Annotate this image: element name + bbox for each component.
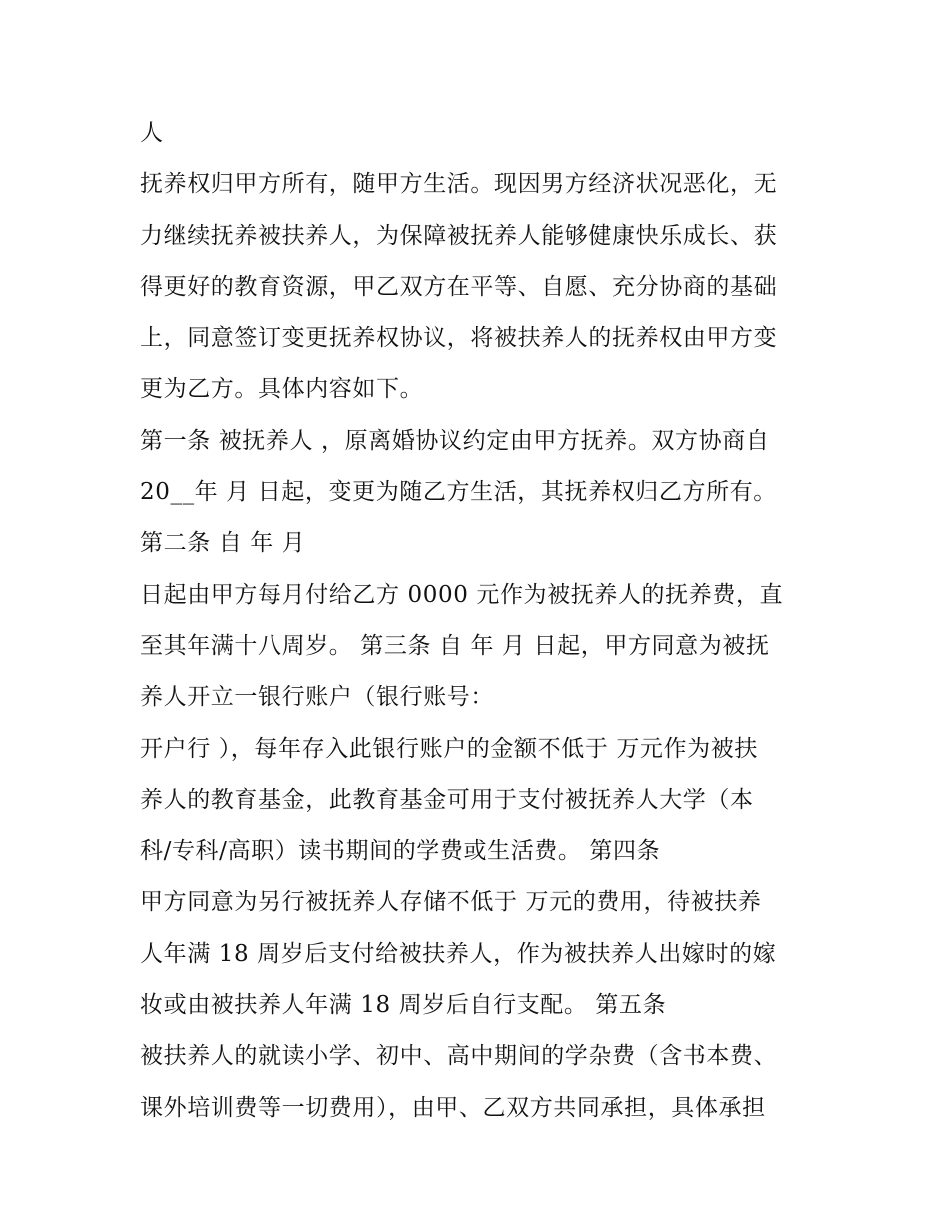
text-line: 力继续抚养被扶养人，为保障被抚养人能够健康快乐成长、获 [140, 222, 778, 249]
text-line: 20__年 月 日起，变更为随乙方生活，其抚养权归乙方所有。 [140, 479, 777, 506]
article-2-line: 第二条 自 年 月 [140, 530, 306, 557]
text-line: 人 [140, 120, 164, 146]
document-body [140, 108, 830, 1134]
article-5-line: 妆或由被扶养人年满 18 周岁后自行支配。 第五条 [140, 992, 667, 1019]
article-1-line: 第一条 被抚养人 ，原离婚协议约定由甲方抚养。双方协商自 [140, 427, 770, 454]
article-3-line: 至其年满十八周岁。 第三条 自 年 月 日起，甲方同意为被抚 [140, 632, 770, 659]
text-line: 日起由甲方每月付给乙方 0000 元作为被抚养人的抚养费，直 [140, 581, 784, 608]
text-line: 养人开立一银行账户（银行账号： [140, 684, 494, 711]
text-line: 开户行 ），每年存入此银行账户的金额不低于 万元作为被扶 [140, 735, 758, 762]
text-line: 更为乙方。具体内容如下。 [140, 376, 424, 403]
text-line: 人年满 18 周岁后支付给被扶养人，作为被扶养人出嫁时的嫁 [140, 940, 777, 967]
text-line: 甲方同意为另行被抚养人存储不低于 万元的费用，待被扶养 [140, 889, 762, 916]
article-4-line: 科/专科/高职）读书期间的学费或生活费。 第四条 [140, 838, 661, 865]
text-line: 上，同意签订变更抚养权协议，将被扶养人的抚养权由甲方变 [140, 325, 778, 352]
text-line: 得更好的教育资源，甲乙双方在平等、自愿、充分协商的基础 [140, 273, 778, 300]
text-line: 课外培训费等一切费用），由甲、乙双方共同承担，具体承担 [140, 1094, 766, 1121]
text-line: 被扶养人的就读小学、初中、高中期间的学杂费（含书本费、 [140, 1043, 778, 1070]
text-line: 养人的教育基金，此教育基金可用于支付被抚养人大学（本 [140, 786, 754, 813]
text-line: 抚养权归甲方所有，随甲方生活。现因男方经济状况恶化，无 [140, 171, 778, 198]
